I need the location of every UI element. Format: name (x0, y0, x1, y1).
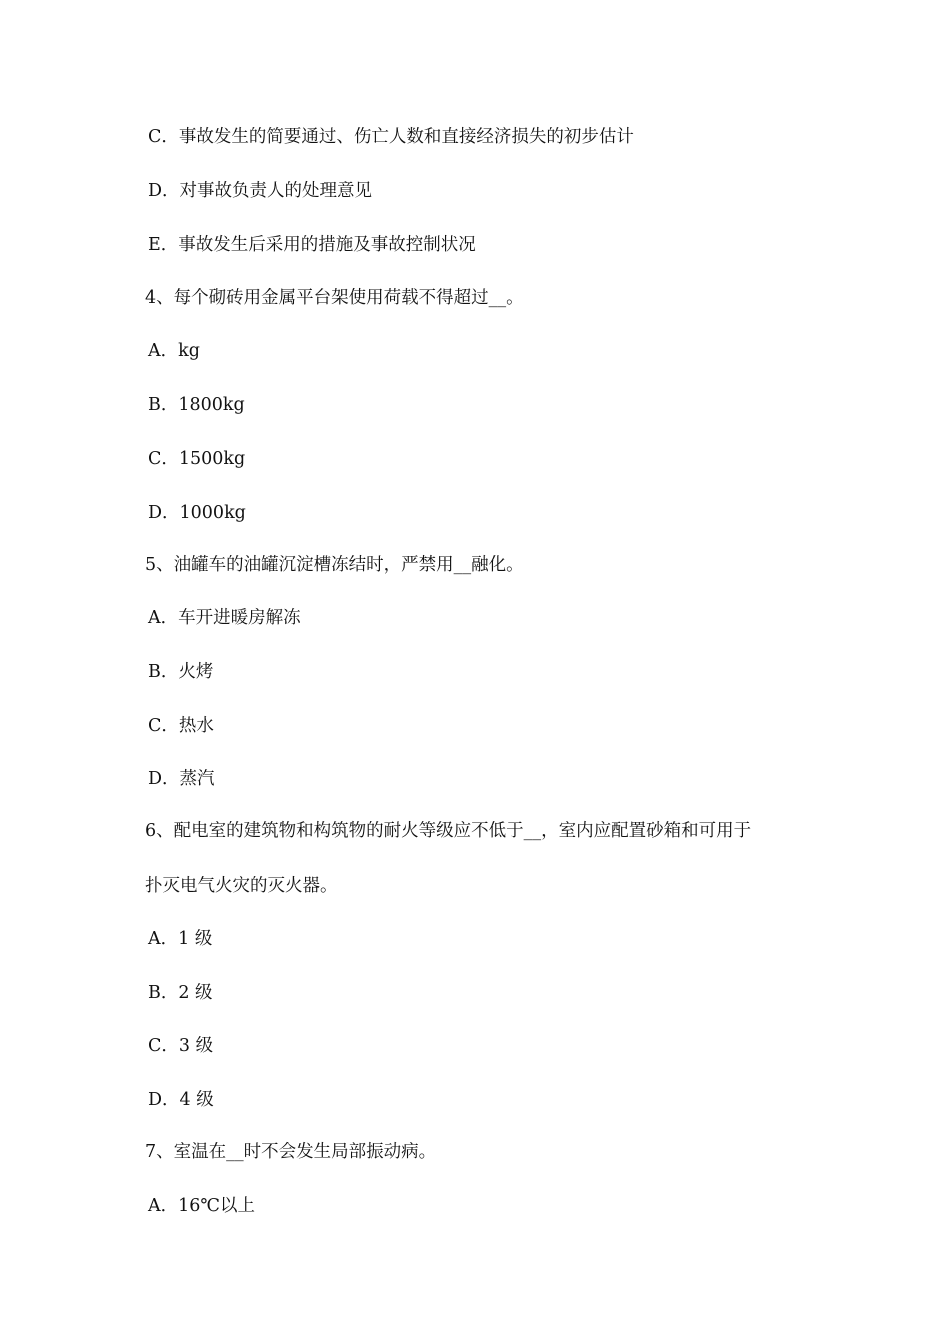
q3-option-d: D．对事故负责人的处理意见 (148, 181, 373, 201)
q3-option-c: C．事故发生的简要通过、伤亡人数和直接经济损失的初步估计 (148, 127, 634, 147)
q5-option-b: B．火烤 (148, 662, 214, 682)
q6-option-c: C．3 级 (148, 1036, 214, 1056)
q7-option-a: A．16℃以上 (148, 1196, 255, 1216)
q6-question-stem-line1: 6、配电室的建筑物和构筑物的耐火等级应不低于__，室内应配置砂箱和可用于 (145, 821, 752, 841)
q4-option-c: C．1500kg (148, 449, 246, 469)
q3-option-e: E．事故发生后采用的措施及事故控制状况 (148, 235, 476, 255)
q6-option-a: A．1 级 (148, 929, 213, 949)
q7-question-stem: 7、室温在__时不会发生局部振动病。 (145, 1142, 437, 1162)
q4-question-stem: 4、每个砌砖用金属平台架使用荷载不得超过__。 (145, 288, 524, 308)
q4-option-a: A．kg (148, 341, 200, 361)
q4-option-d: D．1000kg (148, 503, 246, 523)
q5-option-a: A．车开进暖房解冻 (148, 608, 301, 628)
q5-question-stem: 5、油罐车的油罐沉淀槽冻结时，严禁用__融化。 (145, 555, 524, 575)
q5-option-d: D．蒸汽 (148, 769, 215, 789)
q6-option-d: D．4 级 (148, 1090, 214, 1110)
q6-question-stem-line2: 扑灭电气火灾的灭火器。 (145, 876, 338, 896)
q6-option-b: B．2 级 (148, 983, 213, 1003)
q4-option-b: B．1800kg (148, 395, 245, 415)
q5-option-c: C．热水 (148, 716, 214, 736)
